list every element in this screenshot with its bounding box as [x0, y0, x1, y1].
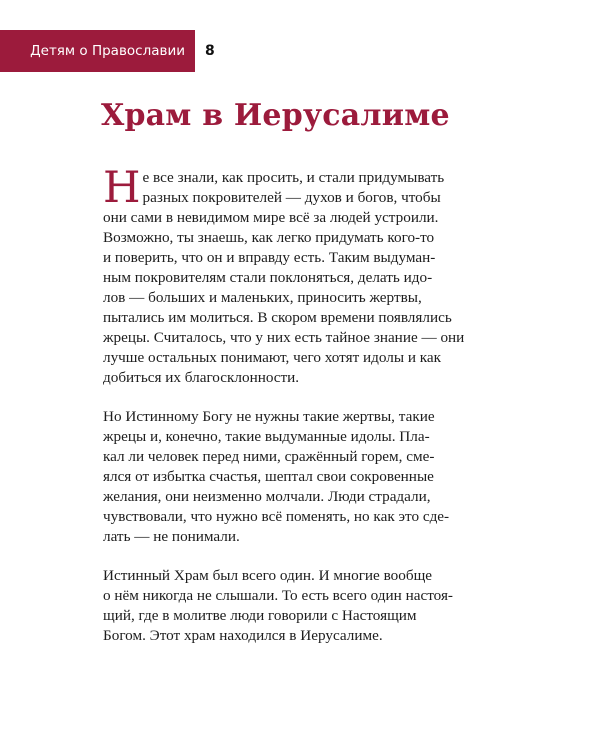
- text-line: Истинный Храм был всего один. И многие вообще: [103, 567, 433, 584]
- text-line: жрецы и, конечно, такие выдуманные идолы. Пла-: [103, 428, 430, 445]
- body-text: [103, 163, 488, 665]
- paragraph-2: [103, 407, 488, 547]
- text-line: е все знали, как просить, и стали придумывать: [142, 169, 445, 186]
- text-line: кал ли человек перед ними, сражённый горем, сме-: [103, 448, 435, 465]
- page-number: 8: [205, 43, 215, 59]
- text-line: жрецы. Считалось, что у них есть тайное знание — они: [103, 329, 465, 346]
- text-line: Но Истинному Богу не нужны такие жертвы, такие: [103, 408, 435, 425]
- section-title: Детям о Православии: [30, 43, 185, 59]
- paragraph-3: [103, 566, 488, 646]
- paragraph-1: [103, 163, 488, 388]
- text-line: ялся от избытка счастья, шептал свои сокровенные: [103, 468, 434, 485]
- text-line: Возможно, ты знаешь, как легко придумать кого-то: [103, 229, 435, 246]
- text-line: лать — не понимали.: [103, 528, 240, 545]
- text-line: и поверить, что он и вправду есть. Таким выдуман-: [103, 249, 436, 266]
- text-line: желания, они неизменно молчали. Люди страдали,: [103, 488, 431, 505]
- text-line: о нём никогда не слышали. То есть всего один настоя-: [103, 587, 453, 604]
- text-line: ным покровителям стали поклоняться, делать идо-: [103, 269, 433, 286]
- section-header-band: [0, 30, 195, 72]
- page-title: Храм в Иерусалиме: [101, 98, 450, 133]
- text-line: щий, где в молитве люди говорили с Настоящим: [103, 607, 417, 624]
- text-line: чувствовали, что нужно всё поменять, но как это сде-: [103, 508, 450, 525]
- text-line: лов — больших и маленьких, приносить жертвы,: [103, 289, 422, 306]
- text-line: добиться их благосклонности.: [103, 369, 300, 386]
- text-line: разных покровителей — духов и богов, чтобы: [142, 189, 441, 206]
- text-line: Богом. Этот храм находился в Иерусалиме.: [103, 627, 383, 644]
- text-line: они сами в невидимом мире всё за людей устроили.: [103, 209, 439, 226]
- drop-cap: Н: [103, 163, 141, 213]
- text-line: лучше остальных понимают, чего хотят идолы и как: [103, 349, 442, 366]
- text-line: пытались им молиться. В скором времени появлялись: [103, 309, 452, 326]
